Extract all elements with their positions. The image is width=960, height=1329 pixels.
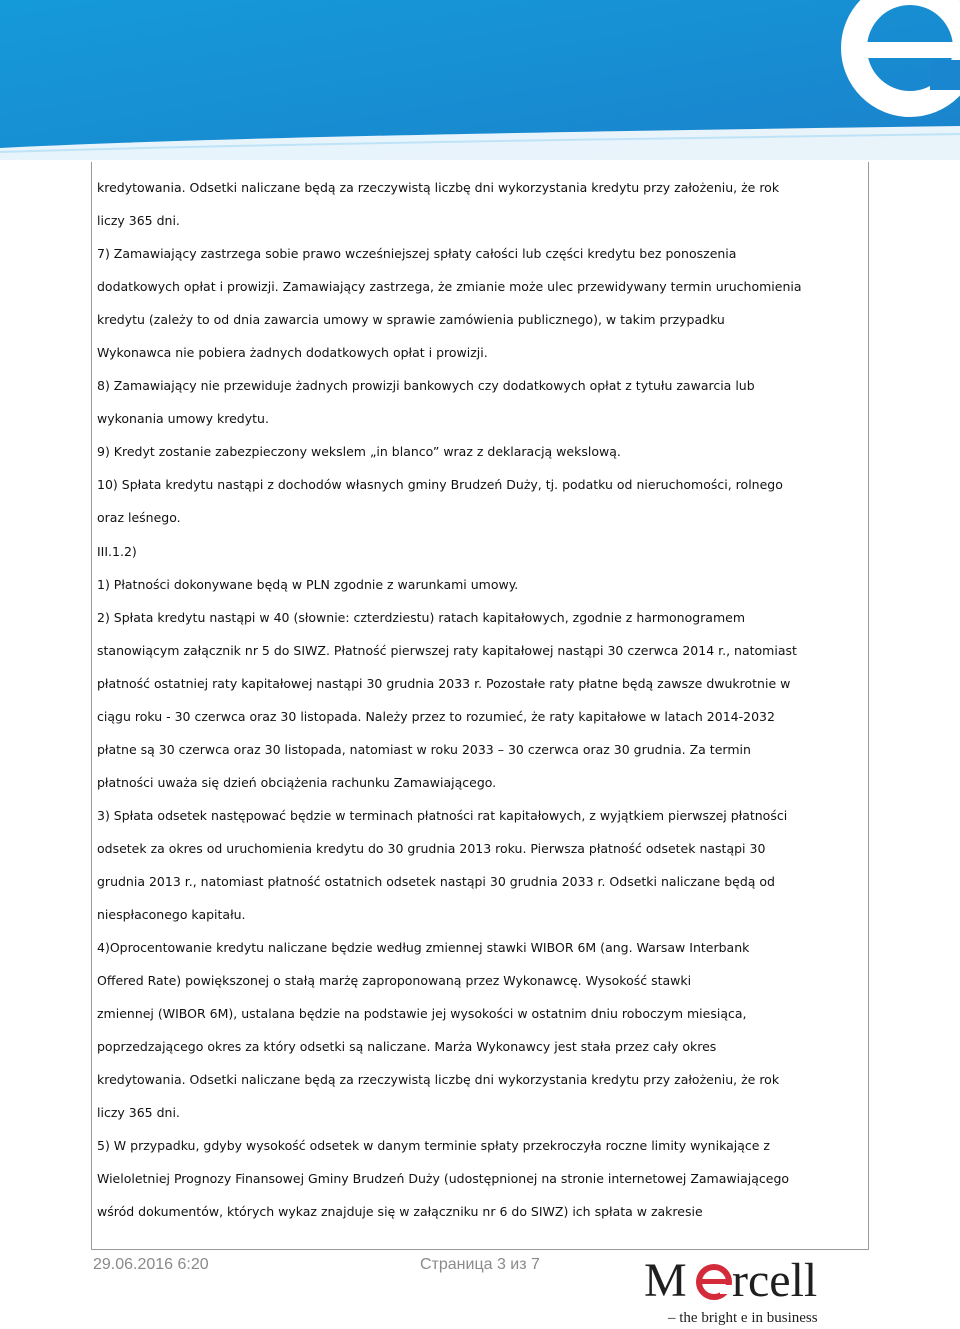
document-body <box>97 171 857 1229</box>
text-line: oraz leśnego. <box>97 510 181 526</box>
text-line: Wieloletniej Prognozy Finansowej Gminy Brudzeń Duży (udostępnionej na stronie internetowej Zamawiającego <box>97 1171 790 1187</box>
text-line: wykonania umowy kredytu. <box>97 411 269 427</box>
text-line: 5) W przypadku, gdyby wysokość odsetek w danym terminie spłaty przekroczyła roczne limity wynikające z <box>97 1138 770 1154</box>
logo-tagline: – the bright e in business <box>668 1310 818 1326</box>
text-line: 3) Spłata odsetek następować będzie w terminach płatności rat kapitałowych, z wyjątkiem pierwszej płatności <box>97 807 788 823</box>
logo-wordmark: rcell <box>732 1254 818 1307</box>
text-line: płatne są 30 czerwca oraz 30 listopada, natomiast w roku 2033 – 30 czerwca oraz 30 grudnia. Za termin <box>97 741 751 757</box>
footer-divider <box>91 1249 869 1250</box>
text-line: Wykonawca nie pobiera żadnych dodatkowych opłat i prowizji. <box>97 345 488 361</box>
marcell-logo <box>640 1252 870 1329</box>
text-line: niespłaconego kapitału. <box>97 907 246 923</box>
text-line: Offered Rate) powiększonej o stałą marżę zaproponowaną przez Wykonawcę. Wysokość stawki <box>97 973 692 989</box>
text-line: 7) Zamawiający zastrzega sobie prawo wcześniejszej spłaty całości lub części kredytu bez ponoszenia <box>97 246 737 262</box>
text-line: kredytowania. Odsetki naliczane będą za rzeczywistą liczbę dni wykorzystania kredytu przy założeniu, że rok <box>97 1072 780 1088</box>
header-banner-graphic <box>0 0 960 160</box>
text-line: 4)Oprocentowanie kredytu naliczane będzie według zmiennej stawki WIBOR 6M (ang. Warsaw Interbank <box>97 940 750 956</box>
text-line: grudnia 2013 r., natomiast płatność ostatnich odsetek nastąpi 30 grudnia 2033 r. Odsetki naliczane będą od <box>97 873 775 889</box>
text-line: 1) Płatności dokonywane będą w PLN zgodnie z warunkami umowy. <box>97 576 519 592</box>
text-line: liczy 365 dni. <box>97 1105 180 1121</box>
text-line: odsetek za okres od uruchomienia kredytu do 30 grudnia 2013 roku. Pierwsza płatność odsetek nastąpi 30 <box>97 840 766 856</box>
text-line: ciągu roku - 30 czerwca oraz 30 listopada. Należy przez to rozumieć, że raty kapitałowe w latach 2014-2032 <box>97 708 775 724</box>
text-line: liczy 365 dni. <box>97 213 180 229</box>
text-line: 2) Spłata kredytu nastąpi w 40 (słownie: czterdziestu) ratach kapitałowych, zgodnie z harmonogramem <box>97 609 746 625</box>
text-line: kredytowania. Odsetki naliczane będą za rzeczywistą liczbę dni wykorzystania kredytu przy założeniu, że rok <box>97 180 780 195</box>
footer-timestamp: 29.06.2016 6:20 <box>93 1256 209 1273</box>
text-line: wśród dokumentów, których wykaz znajduje się w załączniku nr 6 do SIWZ) ich spłata w zakresie <box>97 1204 703 1220</box>
text-line: płatność ostatniej raty kapitałowej nastąpi 30 grudnia 2033 r. Pozostałe raty płatne będą zawsze dwukrotnie w <box>97 675 791 691</box>
text-line: 9) Kredyt zostanie zabezpieczony wekslem „in blanco” wraz z deklaracją wekslową. <box>97 444 621 460</box>
page-indicator: Страница 3 из 7 <box>420 1256 540 1273</box>
text-line: płatności uważa się dzień obciążenia rachunku Zamawiającego. <box>97 774 497 790</box>
page-frame-right <box>868 162 869 1250</box>
text-line: poprzedzającego okres za który odsetki są naliczane. Marża Wykonawcy jest stała przez cały okres <box>97 1039 717 1055</box>
text-line: zmiennej (WIBOR 6M), ustalana będzie na podstawie jej wysokości w ostatnim dniu roboczym miesiąca, <box>97 1006 747 1022</box>
section-heading: III.1.2) <box>97 543 137 559</box>
text-line: dodatkowych opłat i prowizji. Zamawiający zastrzega, że zmianie może ulec przewidywany termin uruchomienia <box>97 279 802 295</box>
header-banner <box>0 0 960 160</box>
text-line: 10) Spłata kredytu nastąpi z dochodów własnych gminy Brudzeń Duży, tj. podatku od nieruchomości, rolnego <box>97 477 783 493</box>
text-line: 8) Zamawiający nie przewiduje żadnych prowizji bankowych czy dodatkowych opłat z tytułu zawarcia lub <box>97 378 755 394</box>
text-line: kredytu (zależy to od dnia zawarcia umowy w sprawie zamówienia publicznego), w takim przypadku <box>97 312 725 328</box>
page-frame-left <box>91 162 92 1250</box>
e-mark-icon <box>699 1267 732 1297</box>
text-line: stanowiącym załącznik nr 5 do SIWZ. Płatność pierwszej raty kapitałowej nastąpi 30 czerwca 2014 r., natomiast <box>97 642 797 658</box>
logo-letter-m: M <box>644 1254 687 1307</box>
